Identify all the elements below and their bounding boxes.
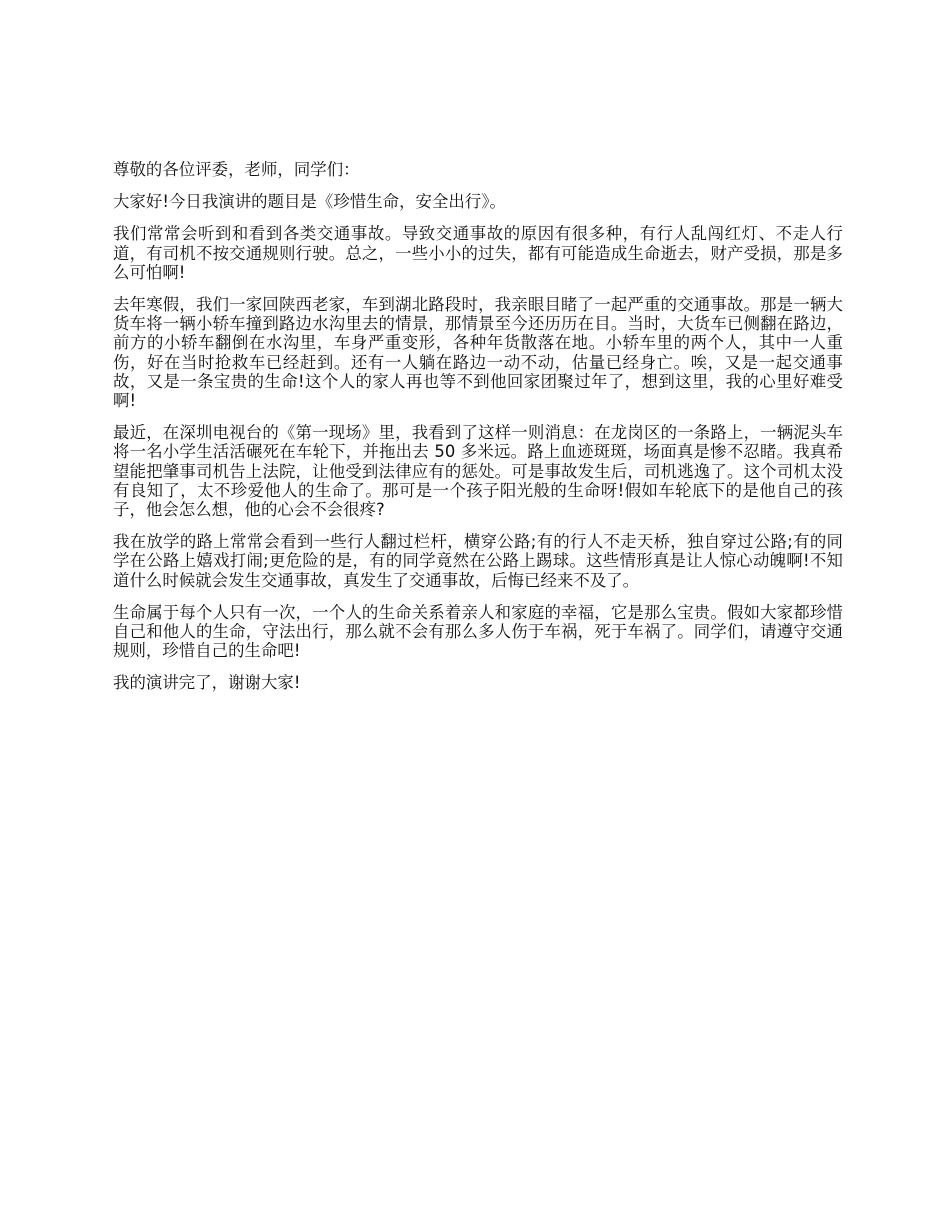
topic-paragraph: 大家好!今日我演讲的题目是《珍惜生命，安全出行》。	[113, 192, 506, 212]
body-paragraph: 我们常常会听到和看到各类交通事故。导致交通事故的原因有很多种，有行人乱闯红灯、不走人行道，有司机不按交通规则行驶。总之，一些小小的过失，都有可能造成生命逝去，财产受损，那是多么可怕啊!	[113, 224, 843, 282]
document-page	[113, 160, 843, 706]
closing-paragraph: 我的演讲完了，谢谢大家!	[113, 673, 301, 693]
body-paragraph: 最近，在深圳电视台的《第一现场》里，我看到了这样一则消息：在龙岗区的一条路上，一辆泥头车将一名小学生活活碾死在车轮下，并拖出去 50 多米远。路上血迹斑斑，场面真是惨不忍睹。我真希望能把肇事司机告上法院，让他受到法律应有的惩处。可是事故发生后，司机逃逸了。这个司机太没有良知了，太不珍爱他人的生命了。那可是一个孩子阳光般的生命呀!假如车轮底下的是他自己的孩子，他会怎么想，他的心会不会很疼?	[113, 423, 843, 520]
body-paragraph: 生命属于每个人只有一次，一个人的生命关系着亲人和家庭的幸福，它是那么宝贵。假如大家都珍惜自己和他人的生命，守法出行，那么就不会有那么多人伤于车祸，死于车祸了。同学们，请遵守交通规则，珍惜自己的生命吧!	[113, 602, 843, 661]
body-paragraph: 去年寒假，我们一家回陕西老家，车到湖北路段时，我亲眼目睹了一起严重的交通事故。那是一辆大货车将一辆小轿车撞到路边水沟里去的情景，那情景至今还历历在目。当时，大货车已侧翻在路边，前方的小轿车翻倒在水沟里，车身严重变形，各种年货散落在地。小轿车里的两个人，其中一人重伤，好在当时抢救车已经赶到。还有一人躺在路边一动不动，估量已经身亡。唉，又是一起交通事故，又是一条宝贵的生命!这个人的家人再也等不到他回家团聚过年了，想到这里，我的心里好难受啊!	[113, 295, 843, 411]
body-paragraph: 我在放学的路上常常会看到一些行人翻过栏杆，横穿公路;有的行人不走天桥，独自穿过公路;有的同学在公路上嬉戏打闹;更危险的是，有的同学竟然在公路上踢球。这些情形真是让人惊心动魄啊!不知道什么时候就会发生交通事故，真发生了交通事故，后悔已经来不及了。	[113, 532, 843, 590]
salutation-paragraph: 尊敬的各位评委，老师，同学们：	[113, 160, 360, 179]
